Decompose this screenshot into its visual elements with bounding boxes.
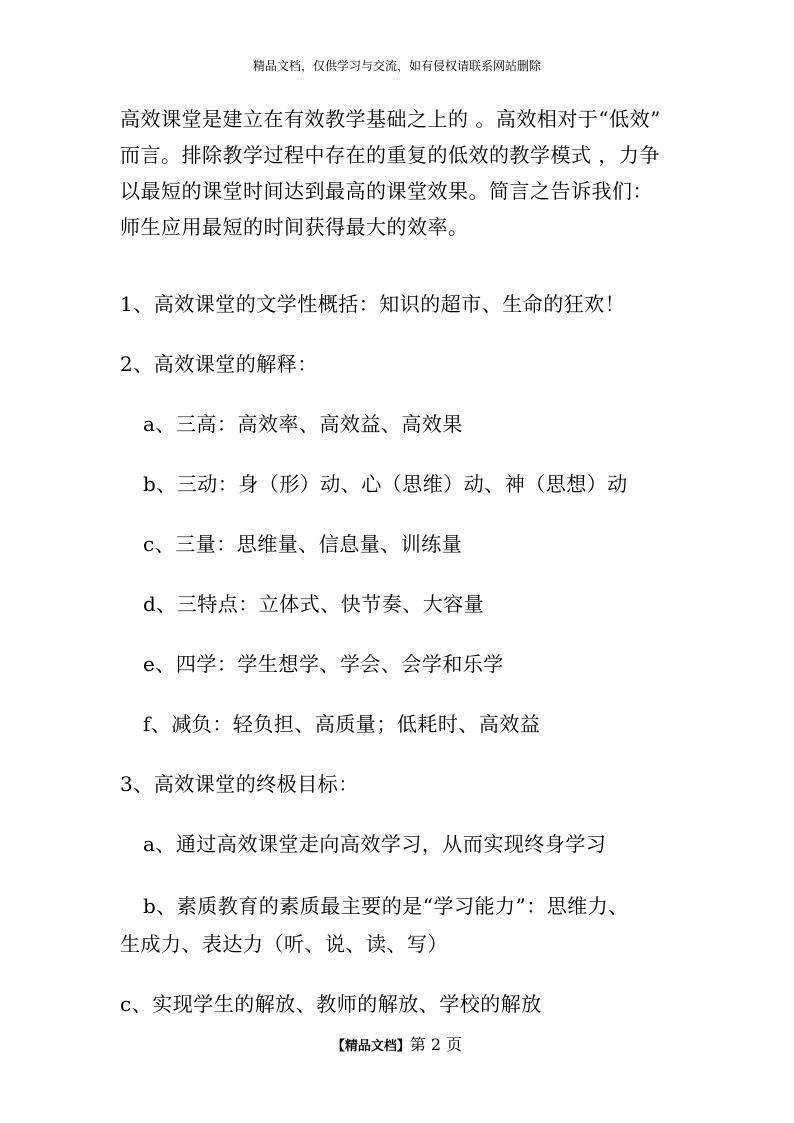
intro-line: 高效课堂是建立在有效教学基础之上的 。高效相对于“低效”: [120, 107, 661, 131]
section-1-summary: 1、高效课堂的文学性概括：知识的超市、生命的狂欢！: [120, 292, 626, 316]
page-number: 第 2 页: [409, 1035, 463, 1054]
section-2f: f、减负：轻负担、高质量；低耗时、高效益: [143, 712, 541, 736]
section-2e: e、四学：学生想学、学会、会学和乐学: [143, 652, 504, 676]
footer-tag: 【精品文档】: [331, 1039, 410, 1054]
intro-line: 以最短的课堂时间达到最高的课堂效果。简言之告诉我们：: [120, 179, 653, 203]
section-2b: b、三动：身（形）动、心（思维）动、神（思想）动: [143, 472, 628, 496]
page-header-watermark: 精品文档，仅供学习与交流，如有侵权请联系网站删除: [252, 59, 541, 73]
section-3c: c、实现学生的解放、教师的解放、学校的解放: [120, 992, 542, 1016]
intro-line: 而言。排除教学过程中存在的重复的低效的教学模式 ，力争: [120, 143, 660, 167]
section-3b-line-1: b、素质教育的素质最主要的是“学习能力”：思维力、: [143, 894, 629, 918]
section-3a: a、通过高效课堂走向高效学习，从而实现终身学习: [143, 832, 607, 856]
section-2c: c、三量：思维量、信息量、训练量: [143, 532, 463, 556]
section-2d: d、三特点：立体式、快节奏、大容量: [143, 592, 485, 616]
page-footer: [0, 1033, 794, 1059]
section-3-heading: 3、高效课堂的终极目标：: [120, 772, 359, 796]
intro-paragraph: [120, 101, 690, 245]
section-3b-line-2: 生成力、表达力（听、说、读、写）: [120, 932, 448, 956]
section-2a: a、三高：高效率、高效益、高效果: [143, 412, 463, 436]
section-2-heading: 2、高效课堂的解释：: [120, 352, 318, 376]
intro-line: 师生应用最短的时间获得最大的效率。: [120, 215, 469, 239]
